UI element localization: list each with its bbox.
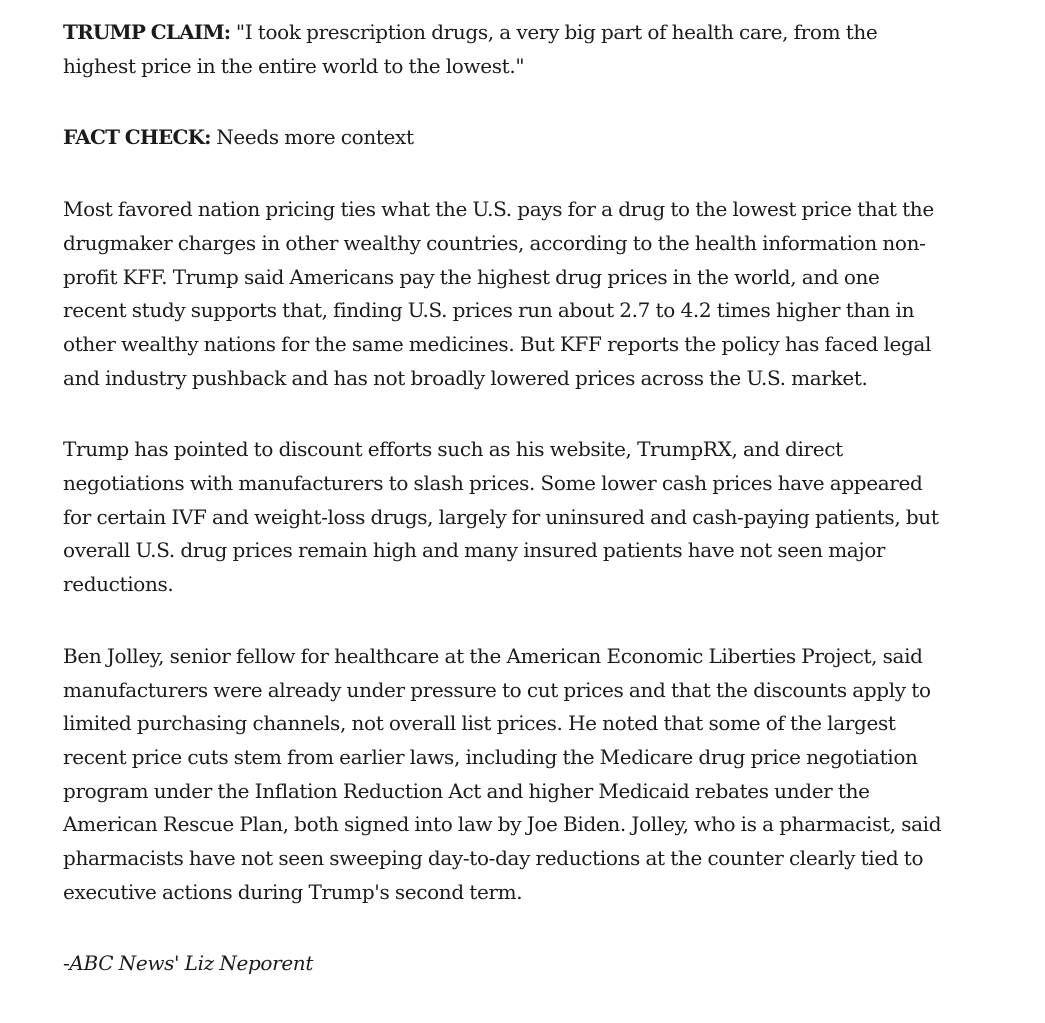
body-paragraph-expert: Ben Jolley, senior fellow for healthcare at the American Economic Liberties Project, said manufacturers were already under pressure to cut prices and that the discounts apply to limited purchasing channels, not overall list prices. He noted that some of the largest recent price cuts stem from earlier laws, including the Medicare drug price negotiation program under the Inflation Reduction Act and higher Medicaid rebates under the American Rescue Plan, both signed into law by Joe Biden. Jolley, who is a pharmacist, said pharmacists have not seen sweeping day-to-day reductions at the counter clearly tied to executive actions during Trump's second term. [63,643,942,904]
claim-quote: "I took prescription drugs, a very big part of health care, from the highest price in the entire world to the lowest." [63,20,878,78]
body-paragraph-discounts: Trump has pointed to discount efforts such as his website, TrumpRX, and direct negotiations with manufacturers to slash prices. Some lower cash prices have appeared for certain IVF and weight-loss drugs, largely for uninsured and cash-paying patients, but overall U.S. drug prices remain high and many insured patients have not seen major reductions. [63,437,939,597]
fact-check-paragraph [63,121,943,155]
byline: -ABC News' Liz Neporent [63,951,314,976]
claim-paragraph [63,16,943,83]
fact-check-verdict: Needs more context [210,125,414,150]
fact-check-article [63,16,943,1019]
body-paragraph-pricing: Most favored nation pricing ties what the U.S. pays for a drug to the lowest price that the drugmaker charges in other wealthy countries, according to the health information non-profit KFF. Trump said Americans pay the highest drug prices in the world, and one recent study supports that, finding U.S. prices run about 2.7 to 4.2 times higher than in other wealthy nations for the same medicines. But KFF reports the policy has faced legal and industry pushback and has not broadly lowered prices across the U.S. market. [63,197,934,390]
claim-label: TRUMP CLAIM: [63,20,231,44]
byline-paragraph [63,947,943,981]
fact-check-label: FACT CHECK: [63,125,211,150]
